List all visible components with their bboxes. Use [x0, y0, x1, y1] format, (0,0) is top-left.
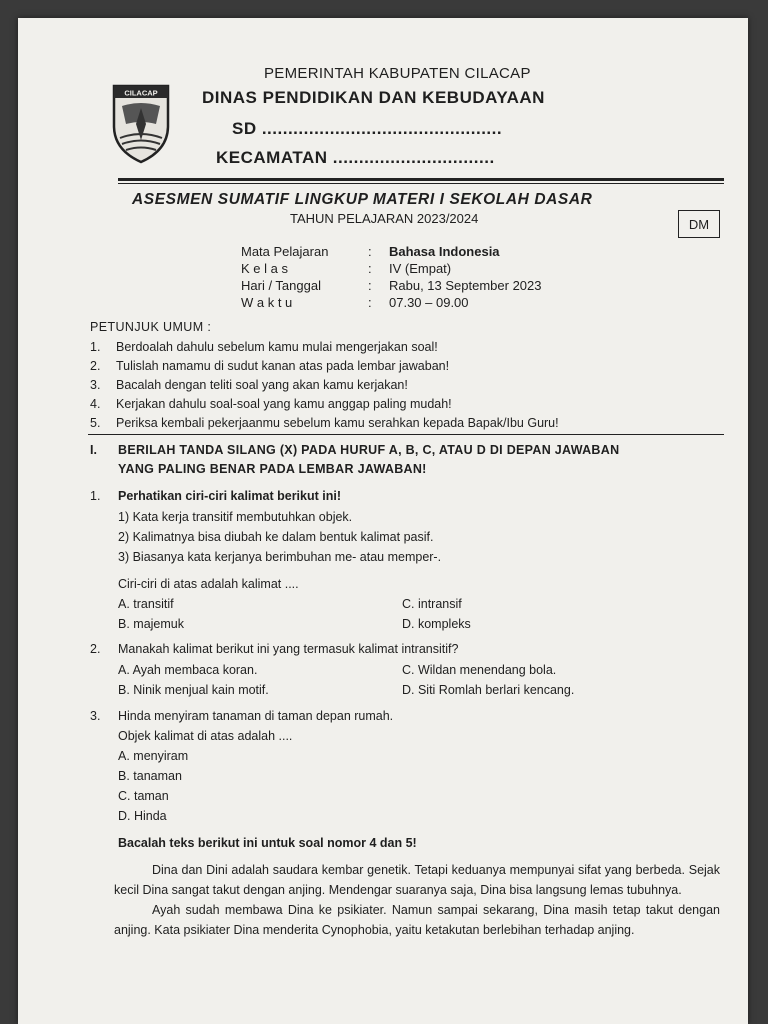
question-number: 3.: [90, 709, 101, 723]
section-divider: [88, 434, 724, 435]
instruction-number: 4.: [90, 397, 101, 411]
instruction-number: 3.: [90, 378, 101, 392]
header-school: SD ..............................................: [232, 119, 503, 138]
reading-paragraph-2: Ayah sudah membawa Dina ke psikiater. Namun sampai sekarang, Dina masih tetap takut dengan anjing. Kata psikiater Dina menderita Cynophobia, yaitu ketakutan berlebihan terhadap anjing.: [114, 903, 720, 937]
exam-paper: [18, 18, 748, 1024]
question-ask: Ciri-ciri di atas adalah kalimat ....: [118, 577, 299, 591]
option-a: A. transitif: [118, 597, 174, 611]
question-point: 2) Kalimatnya bisa diubah ke dalam bentuk kalimat pasif.: [118, 530, 434, 544]
header-divider-thick: [118, 178, 724, 181]
question-ask: Objek kalimat di atas adalah ....: [118, 729, 293, 743]
question-point: 1) Kata kerja transitif membutuhkan objek.: [118, 510, 353, 524]
question-number: 2.: [90, 642, 101, 656]
instruction-number: 2.: [90, 359, 101, 373]
header-government: PEMERINTAH KABUPATEN CILACAP: [264, 65, 531, 82]
option-c: C. intransif: [402, 597, 462, 611]
info-sep: :: [368, 295, 372, 310]
info-value: Bahasa Indonesia: [389, 244, 500, 259]
info-sep: :: [368, 278, 372, 293]
section-number: I.: [90, 443, 97, 457]
option-d: D. kompleks: [402, 617, 471, 631]
header-department: DINAS PENDIDIKAN DAN KEBUDAYAAN: [202, 88, 545, 107]
question-point: 3) Biasanya kata kerjanya berimbuhan me- atau memper-.: [118, 550, 442, 564]
header-divider-thin: [118, 183, 724, 184]
instruction-text: Bacalah dengan teliti soal yang akan kamu kerjakan!: [116, 378, 408, 392]
option-a: A. Ayah membaca koran.: [118, 663, 258, 677]
section-instruction-line1: BERILAH TANDA SILANG (X) PADA HURUF A, B, C, ATAU D DI DEPAN JAWABAN: [118, 443, 620, 457]
question-text: Perhatikan ciri-ciri kalimat berikut ini!: [118, 489, 341, 503]
info-value: Rabu, 13 September 2023: [389, 278, 542, 293]
logo-text: CILACAP: [124, 88, 158, 98]
cilacap-emblem-icon: [110, 80, 172, 164]
exam-code: DM: [688, 216, 710, 232]
info-label: Hari / Tanggal: [241, 278, 321, 293]
info-label: K e l a s: [241, 261, 288, 276]
section-instruction-line2: YANG PALING BENAR PADA LEMBAR JAWABAN!: [118, 462, 427, 476]
instruction-text: Periksa kembali pekerjaanmu sebelum kamu serahkan kepada Bapak/Ibu Guru!: [116, 416, 559, 430]
instruction-text: Tulislah namamu di sudut kanan atas pada lembar jawaban!: [116, 359, 450, 373]
question-text: Manakah kalimat berikut ini yang termasuk kalimat intransitif?: [118, 642, 459, 656]
instruction-number: 5.: [90, 416, 101, 430]
info-sep: :: [368, 244, 372, 259]
instruction-text: Berdoalah dahulu sebelum kamu mulai mengerjakan soal!: [116, 340, 438, 354]
option-d: D. Hinda: [118, 809, 167, 823]
option-b: B. Ninik menjual kain motif.: [118, 683, 269, 697]
instruction-text: Kerjakan dahulu soal-soal yang kamu anggap paling mudah!: [116, 397, 452, 411]
header-district: KECAMATAN ...............................: [216, 148, 495, 167]
option-d: D. Siti Romlah berlari kencang.: [402, 683, 575, 697]
option-c: C. Wildan menendang bola.: [402, 663, 557, 677]
option-a: A. menyiram: [118, 749, 189, 763]
info-label: W a k t u: [241, 295, 293, 310]
reading-paragraph-1: Dina dan Dini adalah saudara kembar genetik. Tetapi keduanya mempunyai sifat yang berbeda. Sejak kecil Dina sangat takut dengan anjing. Mendengar suaranya saja, Dina bisa langsung lemas tubuhnya.: [114, 863, 720, 897]
exam-year: TAHUN PELAJARAN 2023/2024: [290, 211, 479, 226]
option-b: B. tanaman: [118, 769, 182, 783]
instructions-heading: PETUNJUK UMUM :: [90, 320, 212, 334]
reading-heading: Bacalah teks berikut ini untuk soal nomor 4 dan 5!: [118, 836, 417, 850]
info-sep: :: [368, 261, 372, 276]
exam-title: ASESMEN SUMATIF LINGKUP MATERI I SEKOLAH DASAR: [132, 191, 593, 208]
option-b: B. majemuk: [118, 617, 184, 631]
exam-code-box: [678, 210, 720, 238]
info-label: Mata Pelajaran: [241, 244, 329, 259]
question-number: 1.: [90, 489, 101, 503]
reading-passage: [114, 860, 720, 940]
instruction-number: 1.: [90, 340, 101, 354]
info-value: 07.30 – 09.00: [389, 295, 469, 310]
info-value: IV (Empat): [389, 261, 452, 276]
option-c: C. taman: [118, 789, 169, 803]
question-text: Hinda menyiram tanaman di taman depan rumah.: [118, 709, 394, 723]
